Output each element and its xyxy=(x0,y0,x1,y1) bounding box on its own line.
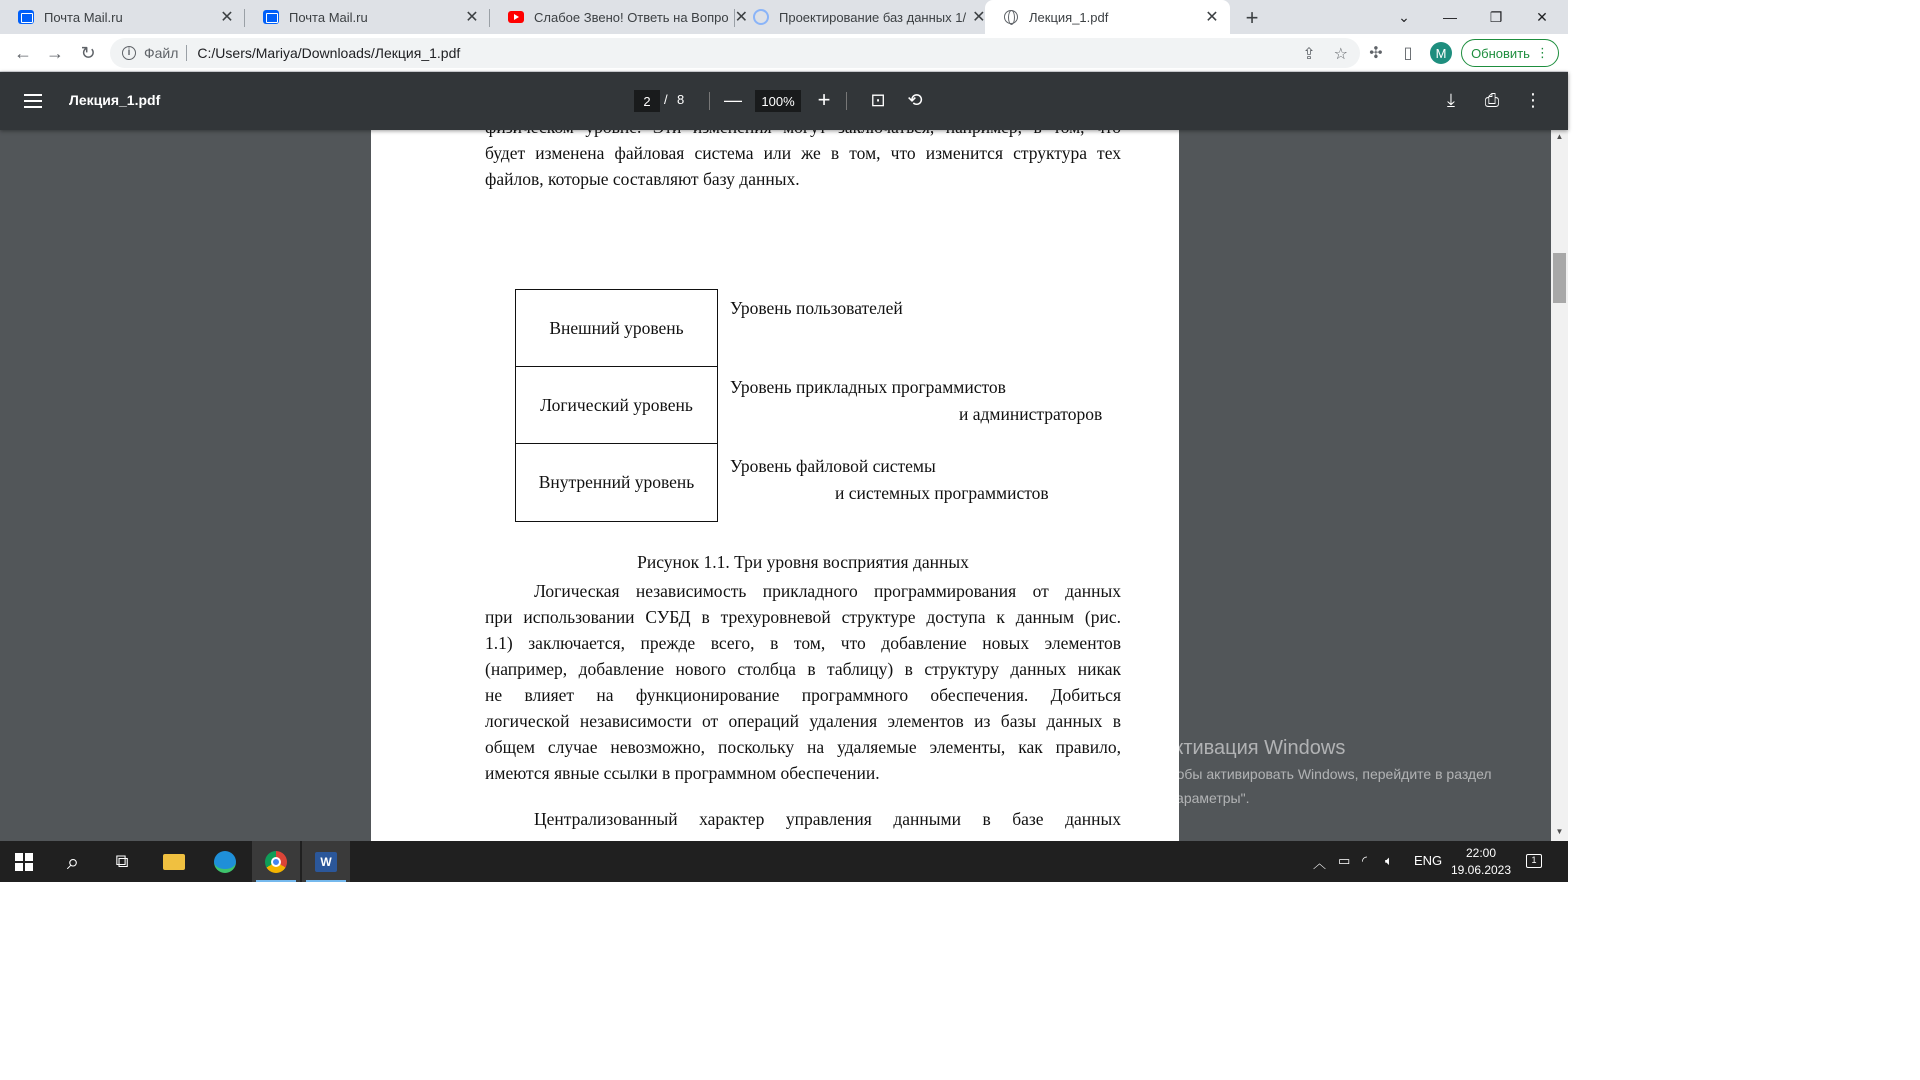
more-options-icon[interactable]: ⋮ xyxy=(1524,89,1542,110)
tab-search-icon[interactable]: ⌄ xyxy=(1398,8,1410,25)
word-icon[interactable]: W xyxy=(302,841,350,882)
body-paragraph xyxy=(485,578,1121,786)
text-line: файлов, которые составляют базу данных. xyxy=(485,169,800,189)
page-total: 8 xyxy=(677,92,685,107)
url-scheme: Файл xyxy=(144,45,179,61)
activation-watermark xyxy=(1161,737,1492,808)
profile-avatar[interactable]: M xyxy=(1430,42,1452,64)
language-indicator[interactable]: ENG xyxy=(1414,853,1443,868)
extensions-icon[interactable]: ✣ xyxy=(1369,45,1383,62)
show-hidden-icons[interactable]: ︿ xyxy=(1313,856,1327,871)
level-desc: Уровень прикладных программистов xyxy=(730,377,1006,397)
tab-mail-2[interactable] xyxy=(245,0,490,34)
next-paragraph xyxy=(485,806,1121,832)
fit-page-icon[interactable]: ⊡ xyxy=(870,89,886,110)
mail-icon xyxy=(263,9,279,25)
print-icon[interactable]: ⎙ xyxy=(1484,89,1500,110)
level-logical: Логический уровень xyxy=(516,367,717,444)
restore-icon[interactable]: ❐ xyxy=(1489,8,1503,25)
clock-date: 19.06.2023 xyxy=(1450,863,1512,877)
pdf-toolbar xyxy=(0,72,1568,130)
close-icon[interactable]: ✕ xyxy=(972,9,986,26)
tab-title: Лекция_1.pdf xyxy=(1029,9,1109,25)
volume-icon[interactable]: 🔈︎ xyxy=(1385,853,1393,868)
text-line: Централизованный характер управления данными в базе данных xyxy=(534,809,1121,829)
tab-youtube[interactable] xyxy=(490,0,748,34)
text-line: будет изменена файловая система или же в том, что изменится структура тех xyxy=(485,143,1121,163)
chrome-icon[interactable] xyxy=(252,841,300,882)
pdf-viewport[interactable] xyxy=(0,130,1568,841)
new-tab-button[interactable]: + xyxy=(1245,5,1259,30)
notification-count: 1 xyxy=(1526,854,1542,868)
scrollbar-thumb[interactable] xyxy=(1553,253,1566,303)
share-icon[interactable]: ⇪ xyxy=(1302,46,1316,63)
taskbar xyxy=(0,841,1568,882)
text-line: (например, добавление нового столбца в таблицу) в структуру данных никак xyxy=(485,659,1121,679)
start-button[interactable] xyxy=(0,841,48,882)
windows-logo-icon xyxy=(15,853,33,871)
zoom-input[interactable]: 100% xyxy=(755,90,801,112)
tab-title: Проектирование баз данных 1/ xyxy=(779,9,967,25)
clock[interactable] xyxy=(1446,845,1516,879)
tab-mail-1[interactable] xyxy=(0,0,245,34)
menu-icon[interactable] xyxy=(24,94,42,108)
text-line: имеются явные ссылки в программном обеспечении. xyxy=(485,763,880,783)
text-line: при использовании СУБД в трехуровневой структуре доступа к данным (рис. xyxy=(485,607,1121,627)
clock-time: 22:00 xyxy=(1465,846,1497,860)
tab-title: Почта Mail.ru xyxy=(44,9,123,25)
text-line: 1.1) заключается, прежде всего, в том, что добавление новых элементов xyxy=(485,633,1121,653)
mail-icon xyxy=(18,9,34,25)
notifications-icon[interactable] xyxy=(1526,851,1542,868)
browser-toolbar xyxy=(0,34,1568,72)
update-button[interactable]: Обновить ⋮ xyxy=(1461,39,1559,67)
level-desc: Уровень файловой системы xyxy=(730,456,936,476)
close-icon[interactable]: ✕ xyxy=(220,9,234,26)
wifi-icon[interactable]: ◜ xyxy=(1362,853,1368,868)
figure-caption: Рисунок 1.1. Три уровня восприятия данных xyxy=(637,552,969,572)
scroll-up-icon[interactable]: ▲ xyxy=(1555,132,1564,141)
address-bar[interactable] xyxy=(110,38,1360,68)
reload-icon[interactable]: ↻ xyxy=(80,42,96,63)
text-line: логической независимости от операций удаления элементов из базы данных в xyxy=(485,711,1121,731)
bookmark-star-icon[interactable]: ☆ xyxy=(1333,46,1348,63)
text-line: общем случае невозможно, поскольку на удаляемые элементы, как правило, xyxy=(485,737,1121,757)
level-internal: Внутренний уровень xyxy=(538,472,695,492)
scrollbar-track[interactable] xyxy=(1551,130,1568,841)
watermark-title: Активация Windows xyxy=(1161,737,1346,759)
watermark-line: "Параметры". xyxy=(1161,790,1250,806)
tab-db-design[interactable] xyxy=(735,0,986,34)
minimize-icon[interactable]: — xyxy=(1443,9,1457,25)
tab-strip xyxy=(0,0,1568,34)
levels-diagram xyxy=(515,289,718,522)
pdf-page xyxy=(371,120,1179,860)
close-icon[interactable]: ✕ xyxy=(734,9,748,26)
globe-icon xyxy=(1003,9,1019,25)
page-number-input[interactable]: 2 xyxy=(634,90,660,112)
level-desc: и администраторов xyxy=(959,404,1103,424)
tab-title: Слабое Звено! Ответь на Вопро xyxy=(534,9,729,25)
youtube-icon xyxy=(508,9,524,25)
info-icon[interactable]: i xyxy=(122,46,136,60)
forward-icon[interactable]: → xyxy=(46,42,64,63)
search-icon[interactable]: ⌕ xyxy=(66,848,80,874)
back-icon[interactable]: ← xyxy=(14,42,32,63)
download-icon[interactable]: ⤓ xyxy=(1447,89,1455,110)
tab-title: Почта Mail.ru xyxy=(289,9,368,25)
level-desc: и системных программистов xyxy=(835,483,1049,503)
zoom-in-icon[interactable]: + xyxy=(817,87,831,112)
file-explorer-icon[interactable] xyxy=(150,841,198,882)
close-window-icon[interactable]: ✕ xyxy=(1536,8,1548,25)
battery-icon[interactable]: ▭ xyxy=(1338,853,1351,868)
swirl-icon xyxy=(753,9,769,25)
level-external: Внешний уровень xyxy=(516,290,717,367)
rotate-icon[interactable]: ⟲ xyxy=(907,89,923,110)
pdf-filename: Лекция_1.pdf xyxy=(69,92,161,108)
scroll-down-icon[interactable]: ▼ xyxy=(1555,827,1564,836)
text-line: Логическая независимость прикладного программирования от данных xyxy=(534,581,1121,601)
edge-icon[interactable] xyxy=(201,841,249,882)
task-view-icon[interactable]: ⧉ xyxy=(115,851,129,871)
page-separator: / xyxy=(664,92,668,107)
zoom-out-icon[interactable]: — xyxy=(724,89,742,110)
close-icon[interactable]: ✕ xyxy=(465,9,479,26)
url-text[interactable]: C:/Users/Mariya/Downloads/Лекция_1.pdf xyxy=(197,45,461,61)
text-line: не влияет на функционирование программного обеспечения. Добиться xyxy=(485,685,1121,705)
level-desc: Уровень пользователей xyxy=(730,298,903,318)
side-panel-icon[interactable]: ▯ xyxy=(1403,45,1413,62)
tab-pdf[interactable] xyxy=(985,0,1230,34)
watermark-line: Чтобы активировать Windows, перейдите в раздел xyxy=(1161,766,1492,782)
close-icon[interactable]: ✕ xyxy=(1205,9,1219,26)
